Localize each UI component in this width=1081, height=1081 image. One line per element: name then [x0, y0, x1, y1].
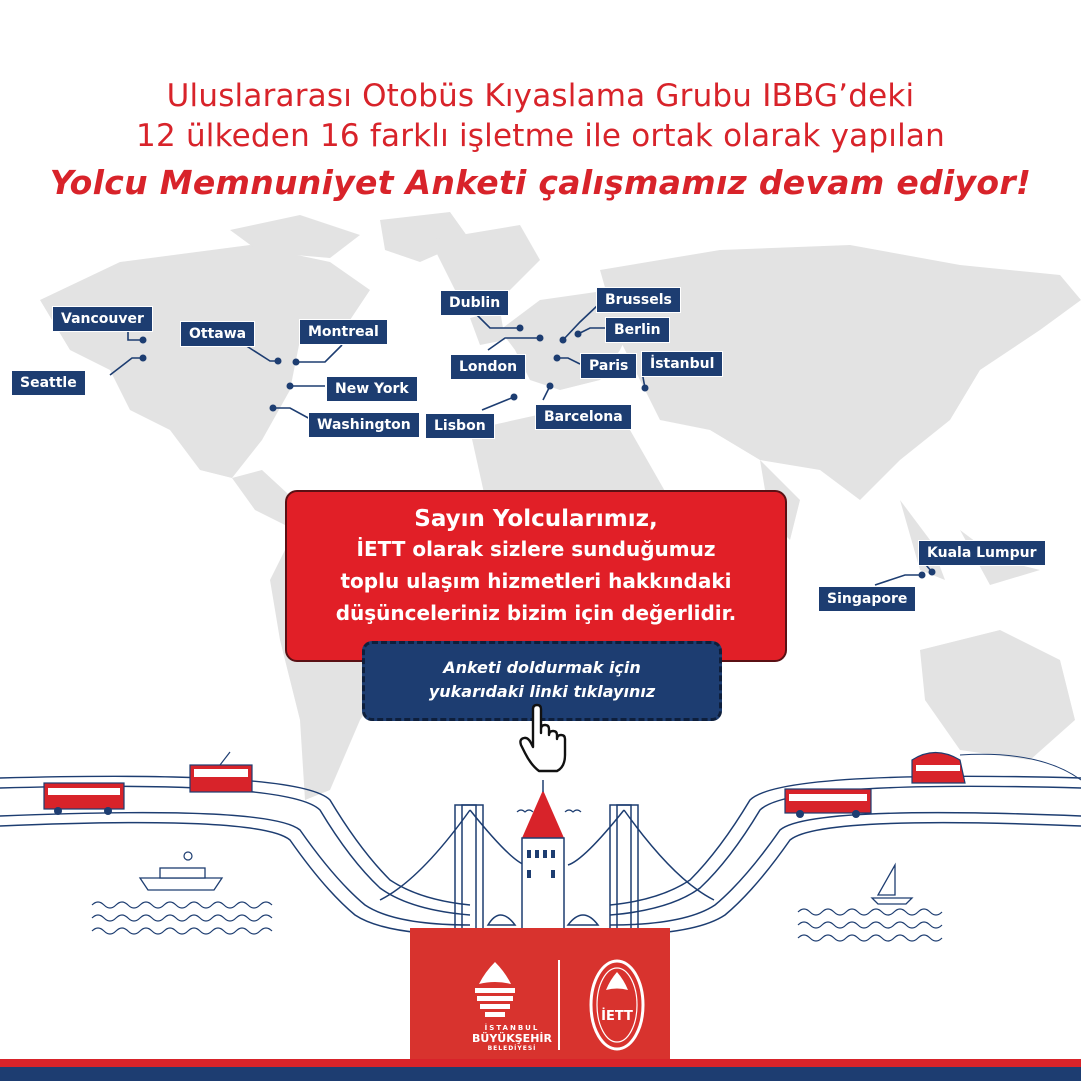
city-label-montreal: Montreal	[299, 319, 388, 345]
city-label-london: London	[450, 354, 526, 380]
city-label-vancouver: Vancouver	[52, 306, 153, 332]
city-label-brussels: Brussels	[596, 287, 681, 313]
city-label-dublin: Dublin	[440, 290, 509, 316]
message-box	[285, 490, 787, 662]
bottom-stripe-red	[0, 1059, 1081, 1067]
city-label-singapore: Singapore	[818, 586, 916, 612]
message-line-2: toplu ulaşım hizmetleri hakkındaki	[340, 569, 732, 593]
city-label-istanbul: İstanbul	[641, 351, 723, 377]
message-line-3: düşünceleriniz bizim için değerlidir.	[335, 601, 737, 625]
message-greeting: Sayın Yolcularımız,	[414, 506, 658, 532]
svg-text:İETT: İETT	[601, 1009, 633, 1024]
pointer-hand-icon	[515, 703, 575, 775]
city-label-barcelona: Barcelona	[535, 404, 632, 430]
bus-right	[785, 789, 871, 818]
message-line-1: İETT olarak sizlere sunduğumuz	[356, 537, 716, 561]
city-label-new-york: New York	[326, 376, 418, 402]
ferry	[140, 852, 222, 890]
cta-line-1: Anketi doldurmak için	[443, 658, 641, 677]
logo-divider	[558, 960, 560, 1050]
headline-line-3: Yolcu Memnuniyet Anketi çalışmamız devam ediyor!	[49, 163, 1032, 202]
bottom-stripe-blue	[0, 1067, 1081, 1081]
train-right	[912, 753, 1081, 784]
headline-line-1: Uluslararası Otobüs Kıyaslama Grubu IBBG’deki	[166, 78, 915, 114]
city-label-washington: Washington	[308, 412, 420, 438]
city-label-lisbon: Lisbon	[425, 413, 495, 439]
city-label-ottawa: Ottawa	[180, 321, 255, 347]
tram-left	[190, 752, 252, 792]
ibb-logo-icon	[465, 958, 525, 1022]
city-label-seattle: Seattle	[11, 370, 86, 396]
city-label-berlin: Berlin	[605, 317, 670, 343]
sailboat	[872, 865, 912, 904]
cta-line-2: yukarıdaki linki tıklayınız	[428, 682, 656, 701]
ibb-logo-text: İSTANBUL BÜYÜKŞEHİR BELEDİYESİ	[472, 1024, 552, 1052]
iett-logo-icon	[588, 958, 646, 1052]
city-label-kuala-lumpur: Kuala Lumpur	[918, 540, 1046, 566]
city-label-paris: Paris	[580, 353, 637, 379]
bus-left	[44, 783, 124, 815]
headline-line-2: 12 ülkeden 16 farklı işletme ile ortak olarak yapılan	[136, 118, 945, 154]
